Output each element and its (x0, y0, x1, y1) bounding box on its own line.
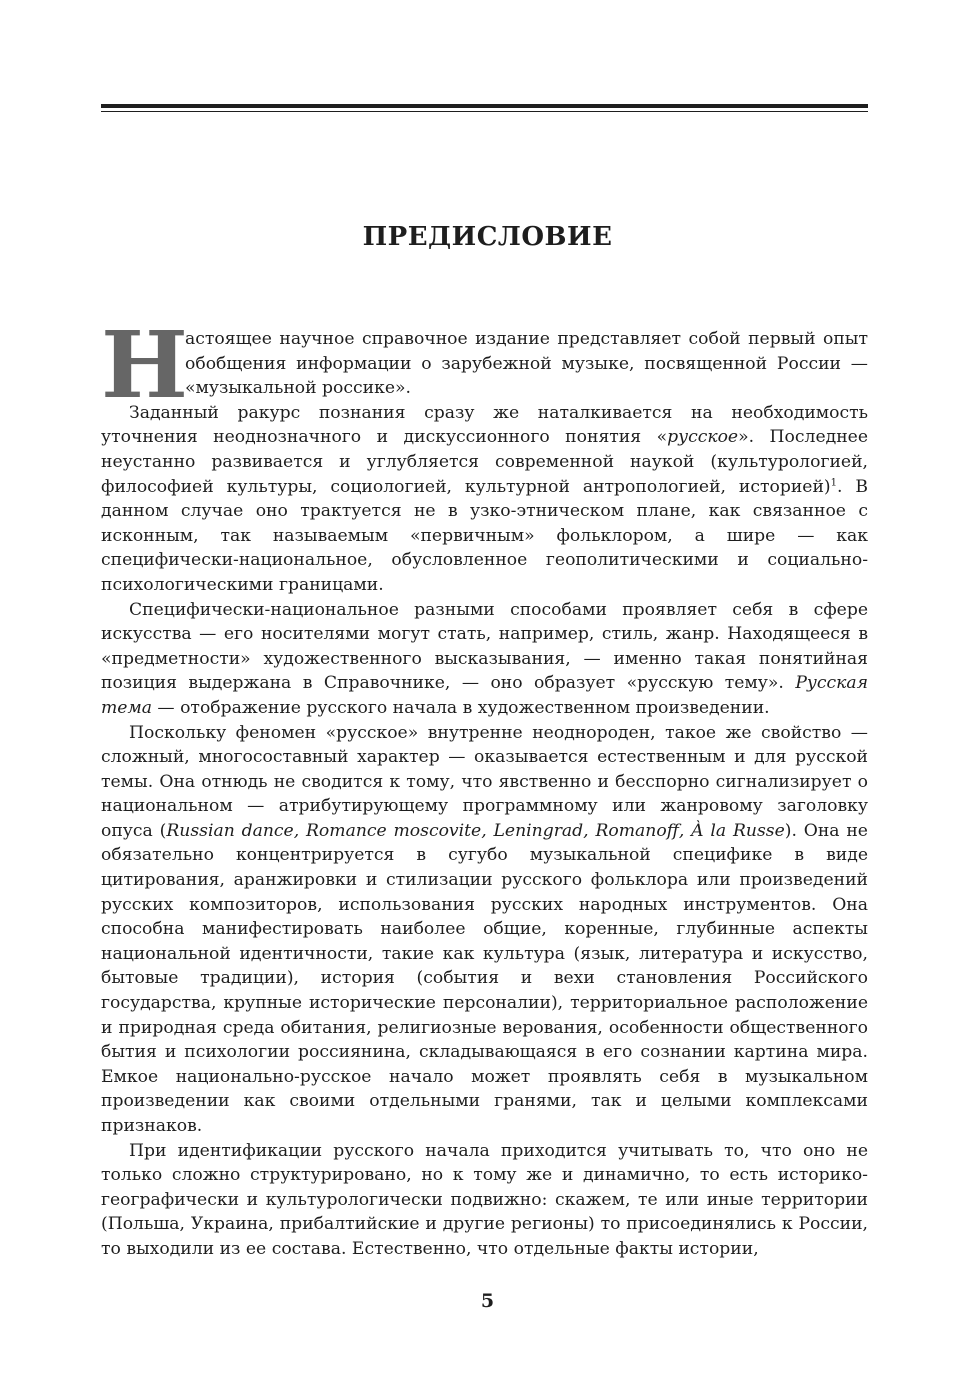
paragraph-3 (101, 598, 868, 721)
paragraph-3-text-c: — отображение русского начала в художественном произведении. (151, 697, 770, 718)
paragraph-2-italic: русское (667, 427, 739, 448)
top-rule-thin (101, 111, 868, 112)
body-text (101, 311, 869, 1262)
paragraph-3-text-a: Специфически-национальное разными способами проявляет себя в сфере искусства — его носителями могут стать, например, стиль, жанр. Находящееся в «предметности» художественного высказывания, — именно такая понятийная позиция выдержана в Справочнике, — оно образует «русскую тему». (101, 599, 868, 694)
paragraph-3-italic: Русская тема (101, 673, 868, 718)
paragraph-4 (101, 721, 868, 1139)
paragraph-2-text-c: ». Последнее неустанно развивается и углубляется современной наукой (культурологией, философией культуры, социологией, культурной антропологией, историей) (101, 427, 868, 497)
page-number: 5 (480, 1290, 495, 1312)
paragraph-5: При идентификации русского начала приходится учитывать то, что оно не только сложно структурировано, но к тому же и динамично, то есть историко-географически и культурологически подвижно: скажем, те или иные территории (Польша, Украина, прибалтийские и другие регионы) то присоединялись к России, то выходили из ее состава. Естественно, что отдельные факты истории, (101, 1140, 868, 1259)
top-rule-thick (101, 104, 868, 108)
paragraph-2 (101, 401, 868, 598)
paragraph-1-text: астоящее научное справочное издание представляет собой первый опыт обобщения информации о зарубежной музыке, посвященной России — «музыкальной россике». (185, 329, 868, 399)
paragraph-2-text-a: Заданный ракурс познания сразу же наталкивается на необходимость уточнения неоднозначного и дискуссионного понятия « (101, 402, 868, 448)
paragraph-2-text-d: . В данном случае оно трактуется не в узко-этническом плане, как связанное с исконным, так называемым «первичным» фольклором, а шире — как специфически-национальное, обусловленное геополитическими и социально-психологическими границами. (101, 476, 869, 595)
drop-cap: Н (101, 311, 188, 419)
paragraph-4-italic: Russian dance, Romance moscovite, Leningrad, Romanoff, À la Russe (166, 820, 785, 841)
paragraph-4-text-a: Поскольку феномен «русское» внутренне неоднороден, такое же свойство — сложный, многосоставный характер — оказывается естественным и для русской темы. Она отнюдь не сводится к тому, что явственно и бесспорно сигнализирует о национальном — атрибутирующему программному или жанровому заголовку опуса ( (101, 722, 868, 841)
paragraph-4-text-c: ). Она не обязательно концентрируется в сугубо музыкальной специфике в виде цитирования, аранжировки и стилизации русского фольклора или произведений русских композиторов, использования русских народных инструментов. Она способна манифестировать наиболее общие, коренные, глубинные аспекты национальной идентичности, такие как культура (язык, литература и искусство, бытовые традиции), история (события и вехи становления Российского государства, крупные исторические персоналии), территориальное расположение и природная среда обитания, религиозные верования, особенности общественного бытия и психологии россиянина, складывающаяся в его сознании картина мира. Емкое национально-русское начало может проявлять себя в музыкальном произведении как своими отдельными гранями, так и целыми комплексами признаков. (101, 820, 868, 1136)
chapter-title: ПРЕДИСЛОВИЕ (362, 222, 613, 252)
footnote-marker[interactable]: 1 (830, 476, 838, 488)
paragraph-1 (101, 311, 868, 419)
